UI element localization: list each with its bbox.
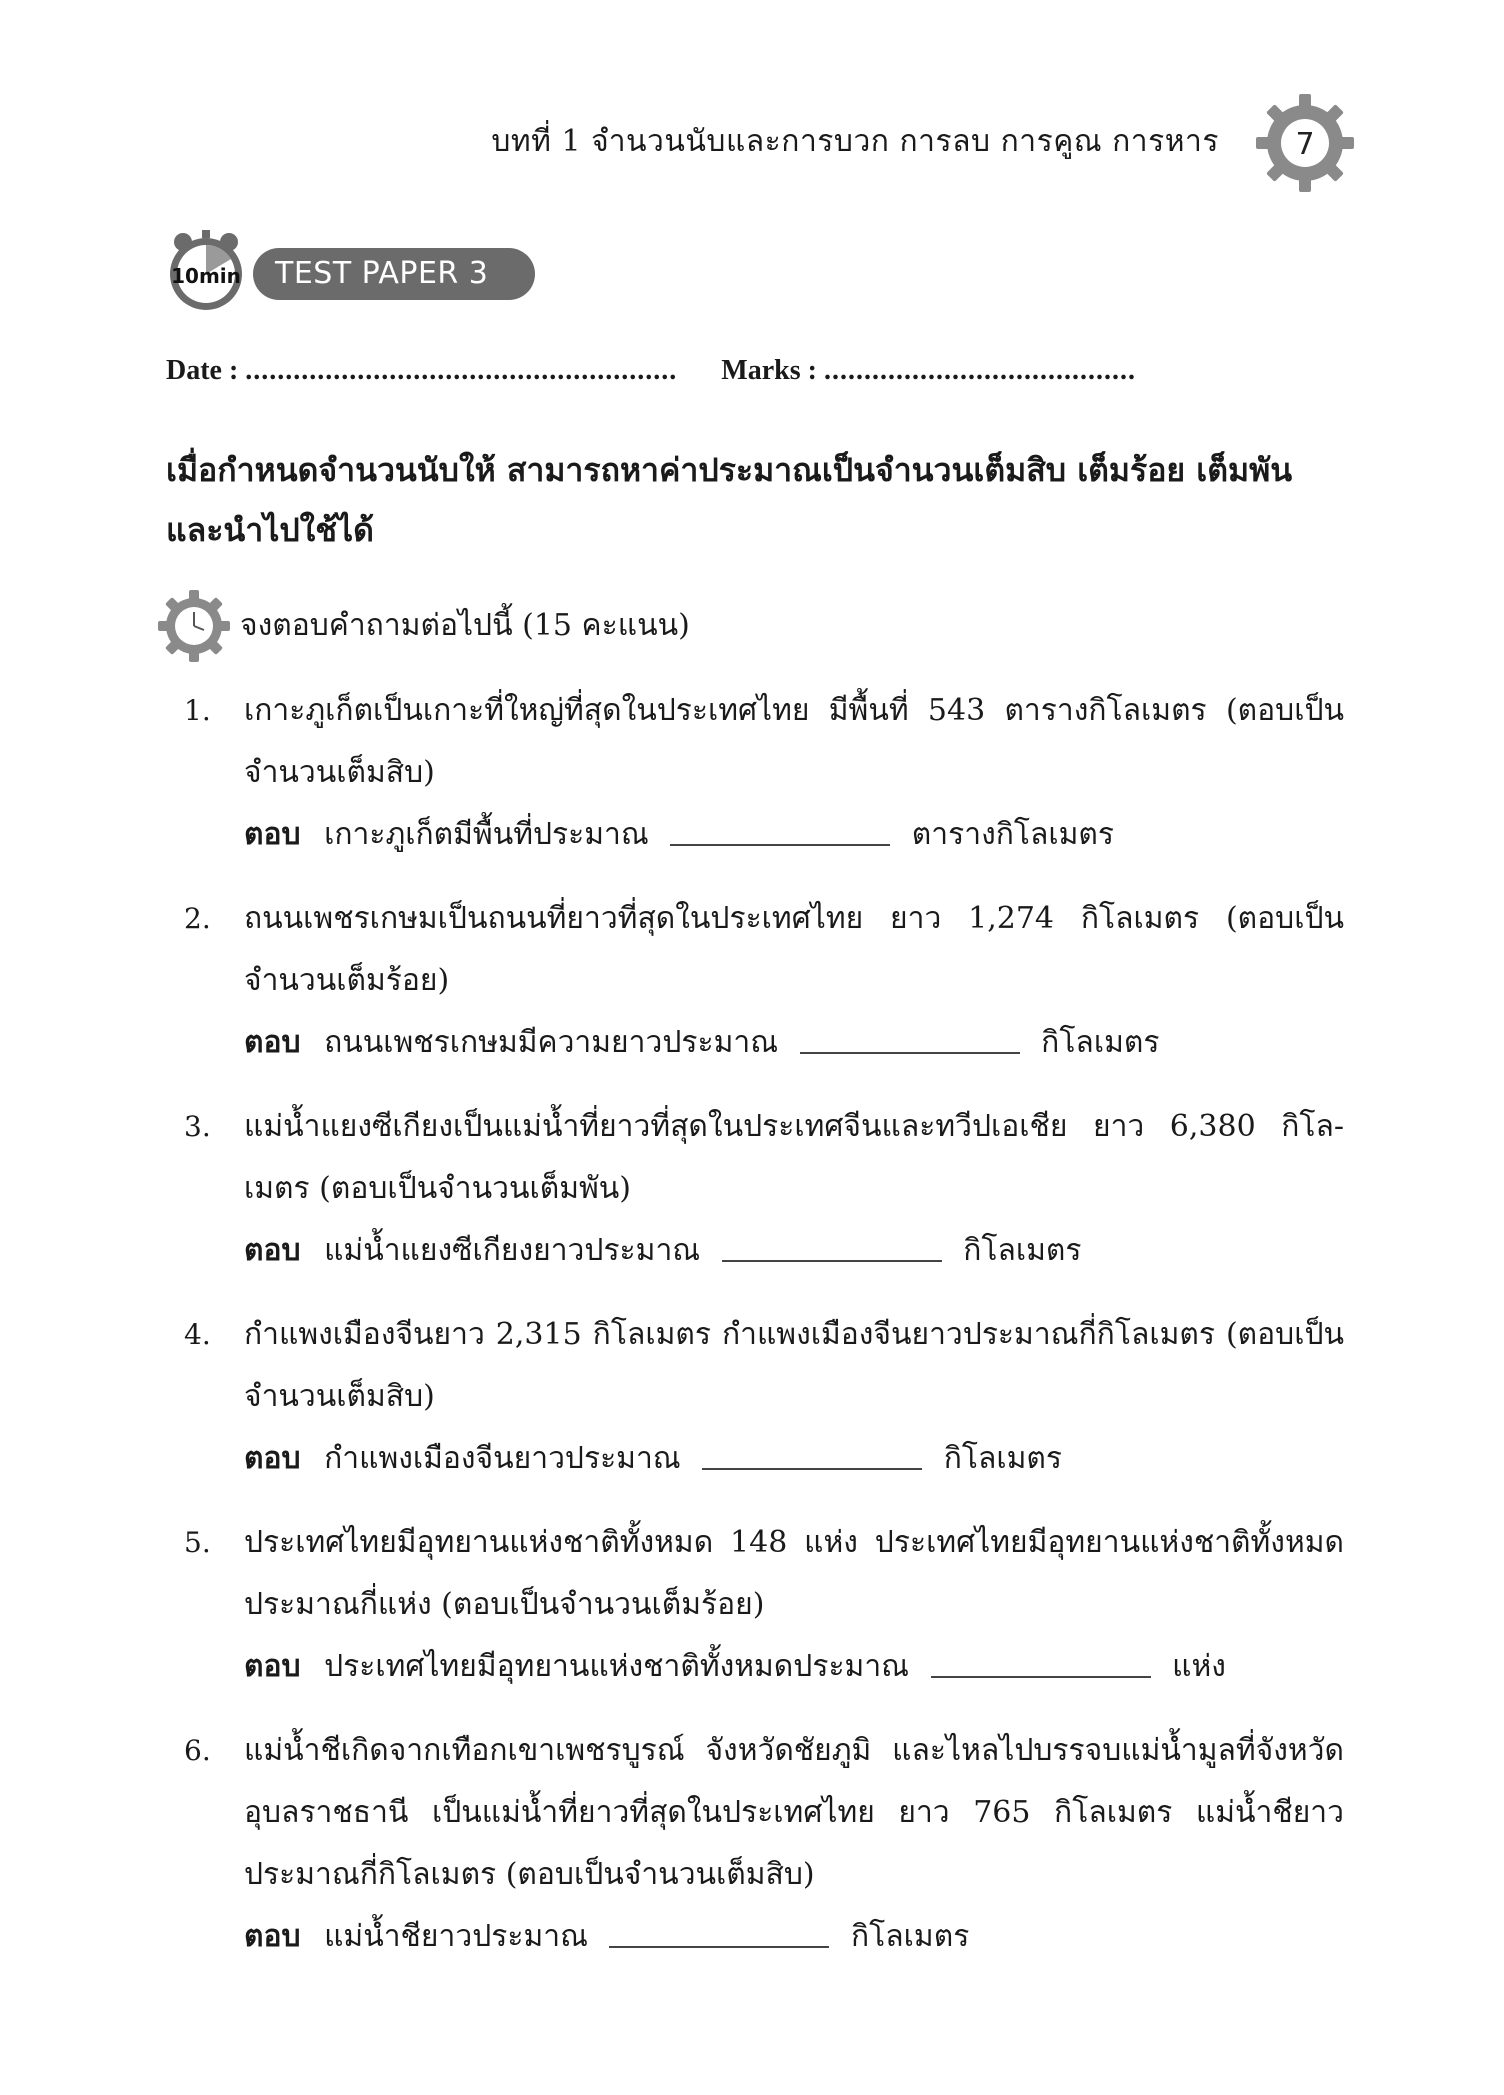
answer-prefix: กำแพงเมืองจีนยาวประมาณ <box>324 1441 681 1476</box>
question-item <box>184 1304 1344 1490</box>
answer-unit: แห่ง <box>1172 1649 1226 1684</box>
question-number: 1. <box>184 694 211 727</box>
answer-prefix: แม่น้ำแยงซีเกียงยาวประมาณ <box>324 1233 701 1268</box>
answer-prefix: ถนนเพชรเกษมมีความยาวประมาณ <box>324 1025 779 1060</box>
question-number: 6. <box>184 1734 211 1767</box>
question-item <box>184 1096 1344 1282</box>
answer-label: ตอบ <box>244 817 301 852</box>
question-item <box>184 1720 1344 1968</box>
answer-line <box>244 1906 1344 1968</box>
answer-line <box>244 804 1344 866</box>
test-paper-title: TEST PAPER 3 <box>253 248 535 300</box>
answer-blank[interactable] <box>702 1467 922 1470</box>
question-item <box>184 888 1344 1074</box>
question-item <box>184 680 1344 866</box>
date-field[interactable]: ...................................................... <box>245 355 678 386</box>
answer-prefix: ประเทศไทยมีอุทยานแห่งชาติทั้งหมดประมาณ <box>324 1649 910 1684</box>
question-text: เกาะภูเก็ตเป็นเกาะที่ใหญ่ที่สุดในประเทศไทย มีพื้นที่ 543 ตารางกิโลเมตร (ตอบเป็นจำนวนเต็มสิบ) <box>244 693 1344 790</box>
answer-line <box>244 1636 1344 1698</box>
answer-unit: กิโลเมตร <box>1041 1025 1160 1060</box>
marks-field[interactable]: ....................................... <box>823 355 1136 386</box>
question-item <box>184 1512 1344 1698</box>
test-paper-badge <box>163 228 543 314</box>
answer-blank[interactable] <box>931 1675 1151 1678</box>
question-text: แม่น้ำชีเกิดจากเทือกเขาเพชรบูรณ์ จังหวัดชัยภูมิ และไหลไปบรรจบแม่น้ำมูลที่จังหวัดอุบลราชธานี เป็นแม่น้ำที่ยาวที่สุดในประเทศไทย ยาว 765 กิโลเมตร แม่น้ำชียาวประมาณกี่กิโลเมตร (ตอบเป็นจำนวนเต็มสิบ) <box>244 1733 1344 1892</box>
answer-blank[interactable] <box>609 1945 829 1948</box>
answer-blank[interactable] <box>722 1259 942 1262</box>
answer-line <box>244 1428 1344 1490</box>
gear-clock-icon <box>156 588 232 664</box>
answer-label: ตอบ <box>244 1649 301 1684</box>
section-instruction: จงตอบคำถามต่อไปนี้ (15 คะแนน) <box>240 608 690 643</box>
question-text: กำแพงเมืองจีนยาว 2,315 กิโลเมตร กำแพงเมืองจีนยาวประมาณกี่กิโลเมตร (ตอบเป็นจำนวนเต็มสิบ) <box>244 1317 1344 1414</box>
date-marks-line <box>166 355 1136 387</box>
gear-icon <box>1250 88 1360 198</box>
answer-label: ตอบ <box>244 1025 301 1060</box>
answer-prefix: เกาะภูเก็ตมีพื้นที่ประมาณ <box>324 817 649 852</box>
answer-line <box>244 1220 1344 1282</box>
alarm-clock-icon <box>163 228 249 314</box>
marks-label: Marks : <box>721 355 817 386</box>
question-text: ถนนเพชรเกษมเป็นถนนที่ยาวที่สุดในประเทศไทย ยาว 1,274 กิโลเมตร (ตอบเป็นจำนวนเต็มร้อย) <box>244 901 1344 998</box>
answer-line <box>244 1012 1344 1074</box>
page-number: 7 <box>1295 127 1315 162</box>
question-number: 4. <box>184 1318 211 1351</box>
question-number: 2. <box>184 902 211 935</box>
answer-unit: กิโลเมตร <box>851 1919 970 1954</box>
question-text: แม่น้ำแยงซีเกียงเป็นแม่น้ำที่ยาวที่สุดในประเทศจีนและทวีปเอเชีย ยาว 6,380 กิโล-เมตร (ตอบเป็นจำนวนเต็มพัน) <box>244 1109 1344 1206</box>
question-number: 5. <box>184 1526 211 1559</box>
question-number: 3. <box>184 1110 211 1143</box>
chapter-title: บทที่ 1 จำนวนนับและการบวก การลบ การคูณ การหาร <box>491 124 1219 159</box>
answer-blank[interactable] <box>670 843 890 846</box>
question-text: ประเทศไทยมีอุทยานแห่งชาติทั้งหมด 148 แห่ง ประเทศไทยมีอุทยานแห่งชาติทั้งหมดประมาณกี่แห่ง (ตอบเป็นจำนวนเต็มร้อย) <box>244 1525 1344 1622</box>
answer-blank[interactable] <box>800 1051 1020 1054</box>
learning-objective: เมื่อกำหนดจำนวนนับให้ สามารถหาค่าประมาณเป็นจำนวนเต็มสิบ เต็มร้อย เต็มพัน และนำไปใช้ได้ <box>166 451 1293 549</box>
timer-label: 10min <box>171 264 241 288</box>
date-label: Date : <box>166 355 239 386</box>
answer-label: ตอบ <box>244 1441 301 1476</box>
answer-unit: กิโลเมตร <box>943 1441 1063 1476</box>
answer-unit: ตารางกิโลเมตร <box>911 817 1115 852</box>
answer-label: ตอบ <box>244 1919 301 1954</box>
answer-label: ตอบ <box>244 1233 301 1268</box>
question-list <box>184 680 1344 1990</box>
answer-prefix: แม่น้ำชียาวประมาณ <box>324 1919 588 1954</box>
answer-unit: กิโลเมตร <box>963 1233 1082 1268</box>
